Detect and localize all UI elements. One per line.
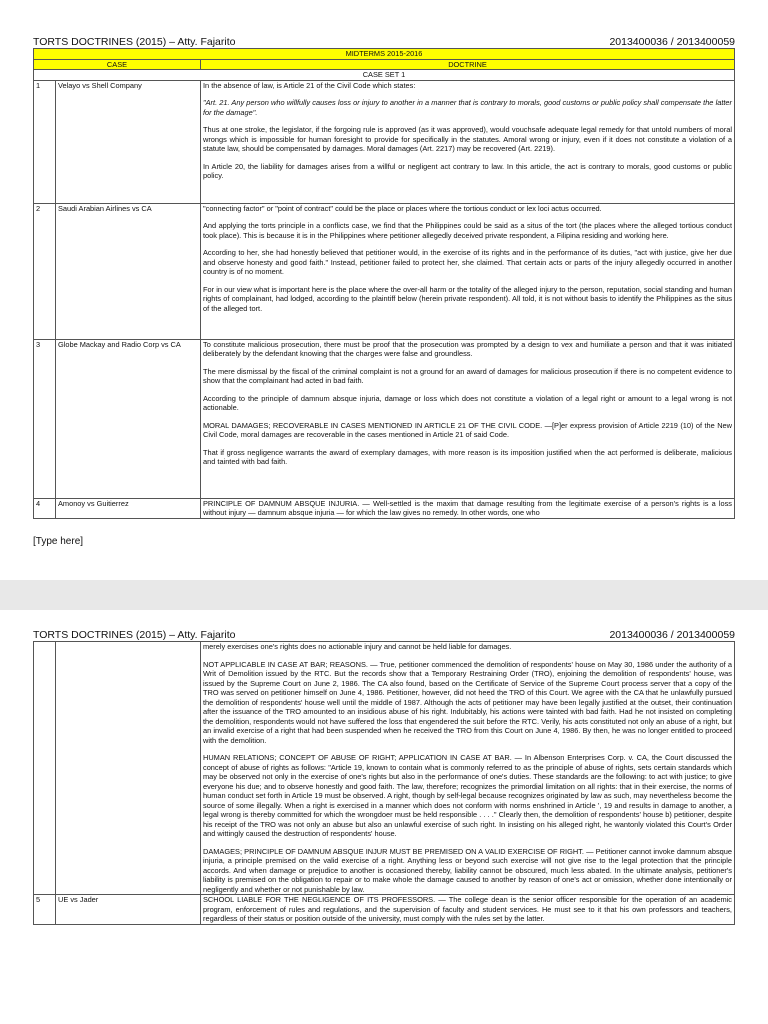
doctrine-paragraph: Thus at one stroke, the legislator, if the forgoing rule is approved (as it was approved), would vouchsafe adequate legal remedy for that untold numbers of moral wrongs which is impossible for human foresight to provide for specifically in the statutes. Amoral wrong or injury, even if it does not constitute a violation of a statute law, should be compensated by damages. Moral damages (Art. 2217) may be recovered (Art. 2219). (203, 125, 732, 153)
doctrine-paragraph: That if gross negligence warrants the award of exemplary damages, with more reason is its imposition justified when the act performed is deliberate, malicious and tainted with bad faith. (203, 447, 732, 466)
doctrine-paragraph: SCHOOL LIABLE FOR THE NEGLIGENCE OF ITS PROFESSORS. — The college dean is the senior officer responsible for the operation of an academic program, enforcement of rules and regulations, and the supervision of faculty and student services. He must see to it that his own professors and teachers, regardless of their status or position outside of the university, must comply with the rules set by the latter. (203, 895, 732, 923)
doctrine-cell (201, 498, 735, 518)
doctrine-cell (201, 80, 735, 203)
row-number: 2 (34, 203, 56, 339)
doctrine-cell (201, 895, 735, 925)
table-row (34, 498, 735, 518)
row-number: 3 (34, 339, 56, 498)
doctrine-paragraph: PRINCIPLE OF DAMNUM ABSQUE INJURIA. — Well-settled is the maxim that damage resulting from the legitimate exercise of a person's rights is a loss without injury — damnum absque injuria — for which the law gives no remedy. In other words, one who (203, 498, 732, 517)
header-ids: 2013400036 / 2013400059 (609, 629, 735, 641)
header-title: TORTS DOCTRINES (2015) – Atty. Fajarito (33, 36, 236, 48)
row-number: 5 (34, 895, 56, 925)
doctrine-paragraph: DAMAGES; PRINCIPLE OF DAMNUM ABSQUE INJUR MUST BE PREMISED ON A VALID EXERCISE OF RIGHT. — Petitioner cannot invoke damnum absque injuria, a principle premised on the valid exercise of a right. Anything less or beyond such exercise will not give rise to the legal protection that the principle accords. And when damage or prejudice to another is occasioned thereby, liability cannot be obscured, much less abated. In the ultimate analysis, petitioner's liability is premised on the obligation to repair or to make whole the damage caused to another by reason of one's act or omission, whether done intentionally or negligently and whether or not punishable by law. (203, 846, 732, 894)
doctrine-paragraph: According to her, she had honestly believed that petitioner would, in the exercise of its rights and in the performance of its duties, "act with justice, give her due and observe honesty and good faith." Instead, petitioner failed to protect her, she claimed. That certain acts or parts of the injury allegedly occurred in another country is of no moment. (203, 248, 732, 276)
doctrine-cell (201, 203, 735, 339)
column-header-case: CASE (34, 59, 201, 70)
case-name: UE vs Jader (56, 895, 201, 925)
case-set-label: CASE SET 1 (34, 70, 735, 81)
table-row (34, 642, 735, 895)
case-name: Amonoy vs Guitierrez (56, 498, 201, 518)
table-row (34, 895, 735, 925)
row-number: 1 (34, 80, 56, 203)
page-footer: [Type here] (33, 536, 84, 547)
doctrine-paragraph: And applying the torts principle in a conflicts case, we find that the Philippines could be said as a situs of the tort (the places where the alleged tortious conduct took place). This is because it is in the Philippines where petitioner allegedly deceived private respondent, a Filipina residing and working here. (203, 221, 732, 240)
doctrine-paragraph: NOT APPLICABLE IN CASE AT BAR; REASONS. — True, petitioner commenced the demolition of respondents' house on May 30, 1986 under the authority of a Writ of Demolition issued by the RTC. But the records show that a Temporary Restraining Order (TRO), enjoining the demolition of respondents' house, was issued by the Supreme Court on June 2, 1986. The CA also found, based on the Certificate of Service of the Supreme Court process server that a copy of the TRO was served on petitioner himself on June 4, 1986. Petitioner, however, did not heed the TRO of this Court. We agree with the CA that he unlawfully pursued the demolition of respondents' house well until the middle of 1987. Although the acts of petitioner may have been legally justified at the outset, their continuation after the issuance of the TRO amounted to an insidious abuse of his right. Indubitably, his actions were tainted with bad faith. Had he not insisted on completing the demolition, respondents would not have suffered the loss that engendered the suit before the RTC. Verily, his acts constituted not only an abuse of a right, but an invalid exercise of a right that had been suspended when he received the TRO from this Court on June 4, 1986. By then, he was no longer entitled to proceed with the demolition. (203, 659, 732, 745)
doctrine-paragraph: MORAL DAMAGES; RECOVERABLE IN CASES MENTIONED IN ARTICLE 21 OF THE CIVIL CODE. —[P]er express provision of Article 2219 (10) of the New Civil Code, moral damages are recoverable in the cases mentioned in Article 21 of said Code. (203, 420, 732, 439)
doctrine-paragraph: In Article 20, the liability for damages arises from a willful or negligent act contrary to law. In this article, the act is contrary to morals, good customs or public policy. (203, 161, 732, 180)
doctrine-cell (201, 642, 735, 895)
doctrine-paragraph: In the absence of law, is Article 21 of the Civil Code which states: (203, 80, 416, 90)
doctrines-table-continued (33, 641, 735, 925)
header-ids: 2013400036 / 2013400059 (609, 36, 735, 48)
midterms-banner: MIDTERMS 2015-2016 (34, 49, 735, 60)
case-name: Velayo vs Shell Company (56, 80, 201, 203)
row-number: 4 (34, 498, 56, 518)
doctrine-paragraph: "connecting factor" or "point of contract" could be the place or places where the tortious conduct or lex loci actus occurred. (203, 203, 602, 213)
table-row (34, 80, 735, 203)
header-title: TORTS DOCTRINES (2015) – Atty. Fajarito (33, 629, 236, 641)
doctrine-paragraph: According to the principle of damnum absque injuria, damage or loss which does not constitute a violation of a legal right or amount to a legal wrong is not actionable. (203, 393, 732, 412)
doctrines-table (33, 48, 735, 519)
doctrine-paragraph: For in our view what is important here is the place where the over-all harm or the totality of the alleged injury to the person, reputation, social standing and human rights of complainant, had lodged, according to the plaintiff below (herein private respondent). All told, it is not without basis to identify the Philippines as the situs of the alleged tort. (203, 284, 732, 313)
case-name: Saudi Arabian Airlines vs CA (56, 203, 201, 339)
document-page-2 (0, 610, 768, 1024)
doctrine-cell (201, 339, 735, 498)
case-name: Globe Mackay and Radio Corp vs CA (56, 339, 201, 498)
table-row (34, 203, 735, 339)
doctrine-paragraph: To constitute malicious prosecution, there must be proof that the prosecution was prompted by a design to vex and humiliate a person and that it was initiated deliberately by the defendant knowing that the charges were false and groundless. (203, 339, 732, 358)
doctrine-paragraph: merely exercises one's rights does no actionable injury and cannot be held liable for damages. (203, 642, 512, 651)
page-gap (0, 580, 768, 610)
doctrine-paragraph: HUMAN RELATIONS; CONCEPT OF ABUSE OF RIGHT; APPLICATION IN CASE AT BAR. — In Albenson Enterprises Corp. v. CA, the Court discussed the concept of abuse of rights as follows: "Article 19, known to contain what is commonly referred to as the principle of abuse of rights, sets certain standards which may be observed not only in the exercise of one's rights but also in the performance of one's duties. These standards are the following: to act with justice; to give everyone his due; and to observe honestly and good faith. The law, therefore; recognizes the primordial limitation on all rights: that in their exercise, the norms of human conduct set forth in Article 19 must be observed. A right, though by self-legal because recognizes originated by law as such, may nevertheless become the source of some illegally. When a right is exercised in a manner which does not conform with norms enshrined in Article ', 19 and results in damage to another, a legal wrong is thereby committed for which the wrongdoer must be held responsible . . . ." Clearly then, the demolition of respondents' house b) petitioner, despite his receipt of the TRO was not only an abuse but also an unlawful exercise of such right. In insisting on his alleged right, he wantonly violated this Court's Order and wittingly caused the destruction of respondents' house. (203, 753, 732, 838)
doctrine-paragraph: "Art. 21. Any person who willfully causes loss or injury to another in a manner that is contrary to morals, good customs or public policy shall compensate the latter for the damage". (203, 98, 732, 117)
table-row (34, 339, 735, 498)
doctrine-paragraph: The mere dismissal by the fiscal of the criminal complaint is not a ground for an award of damages for malicious prosecution if there is no competent evidence to show that the complainant had acted in bad faith. (203, 366, 732, 385)
column-header-doctrine: DOCTRINE (201, 59, 735, 70)
